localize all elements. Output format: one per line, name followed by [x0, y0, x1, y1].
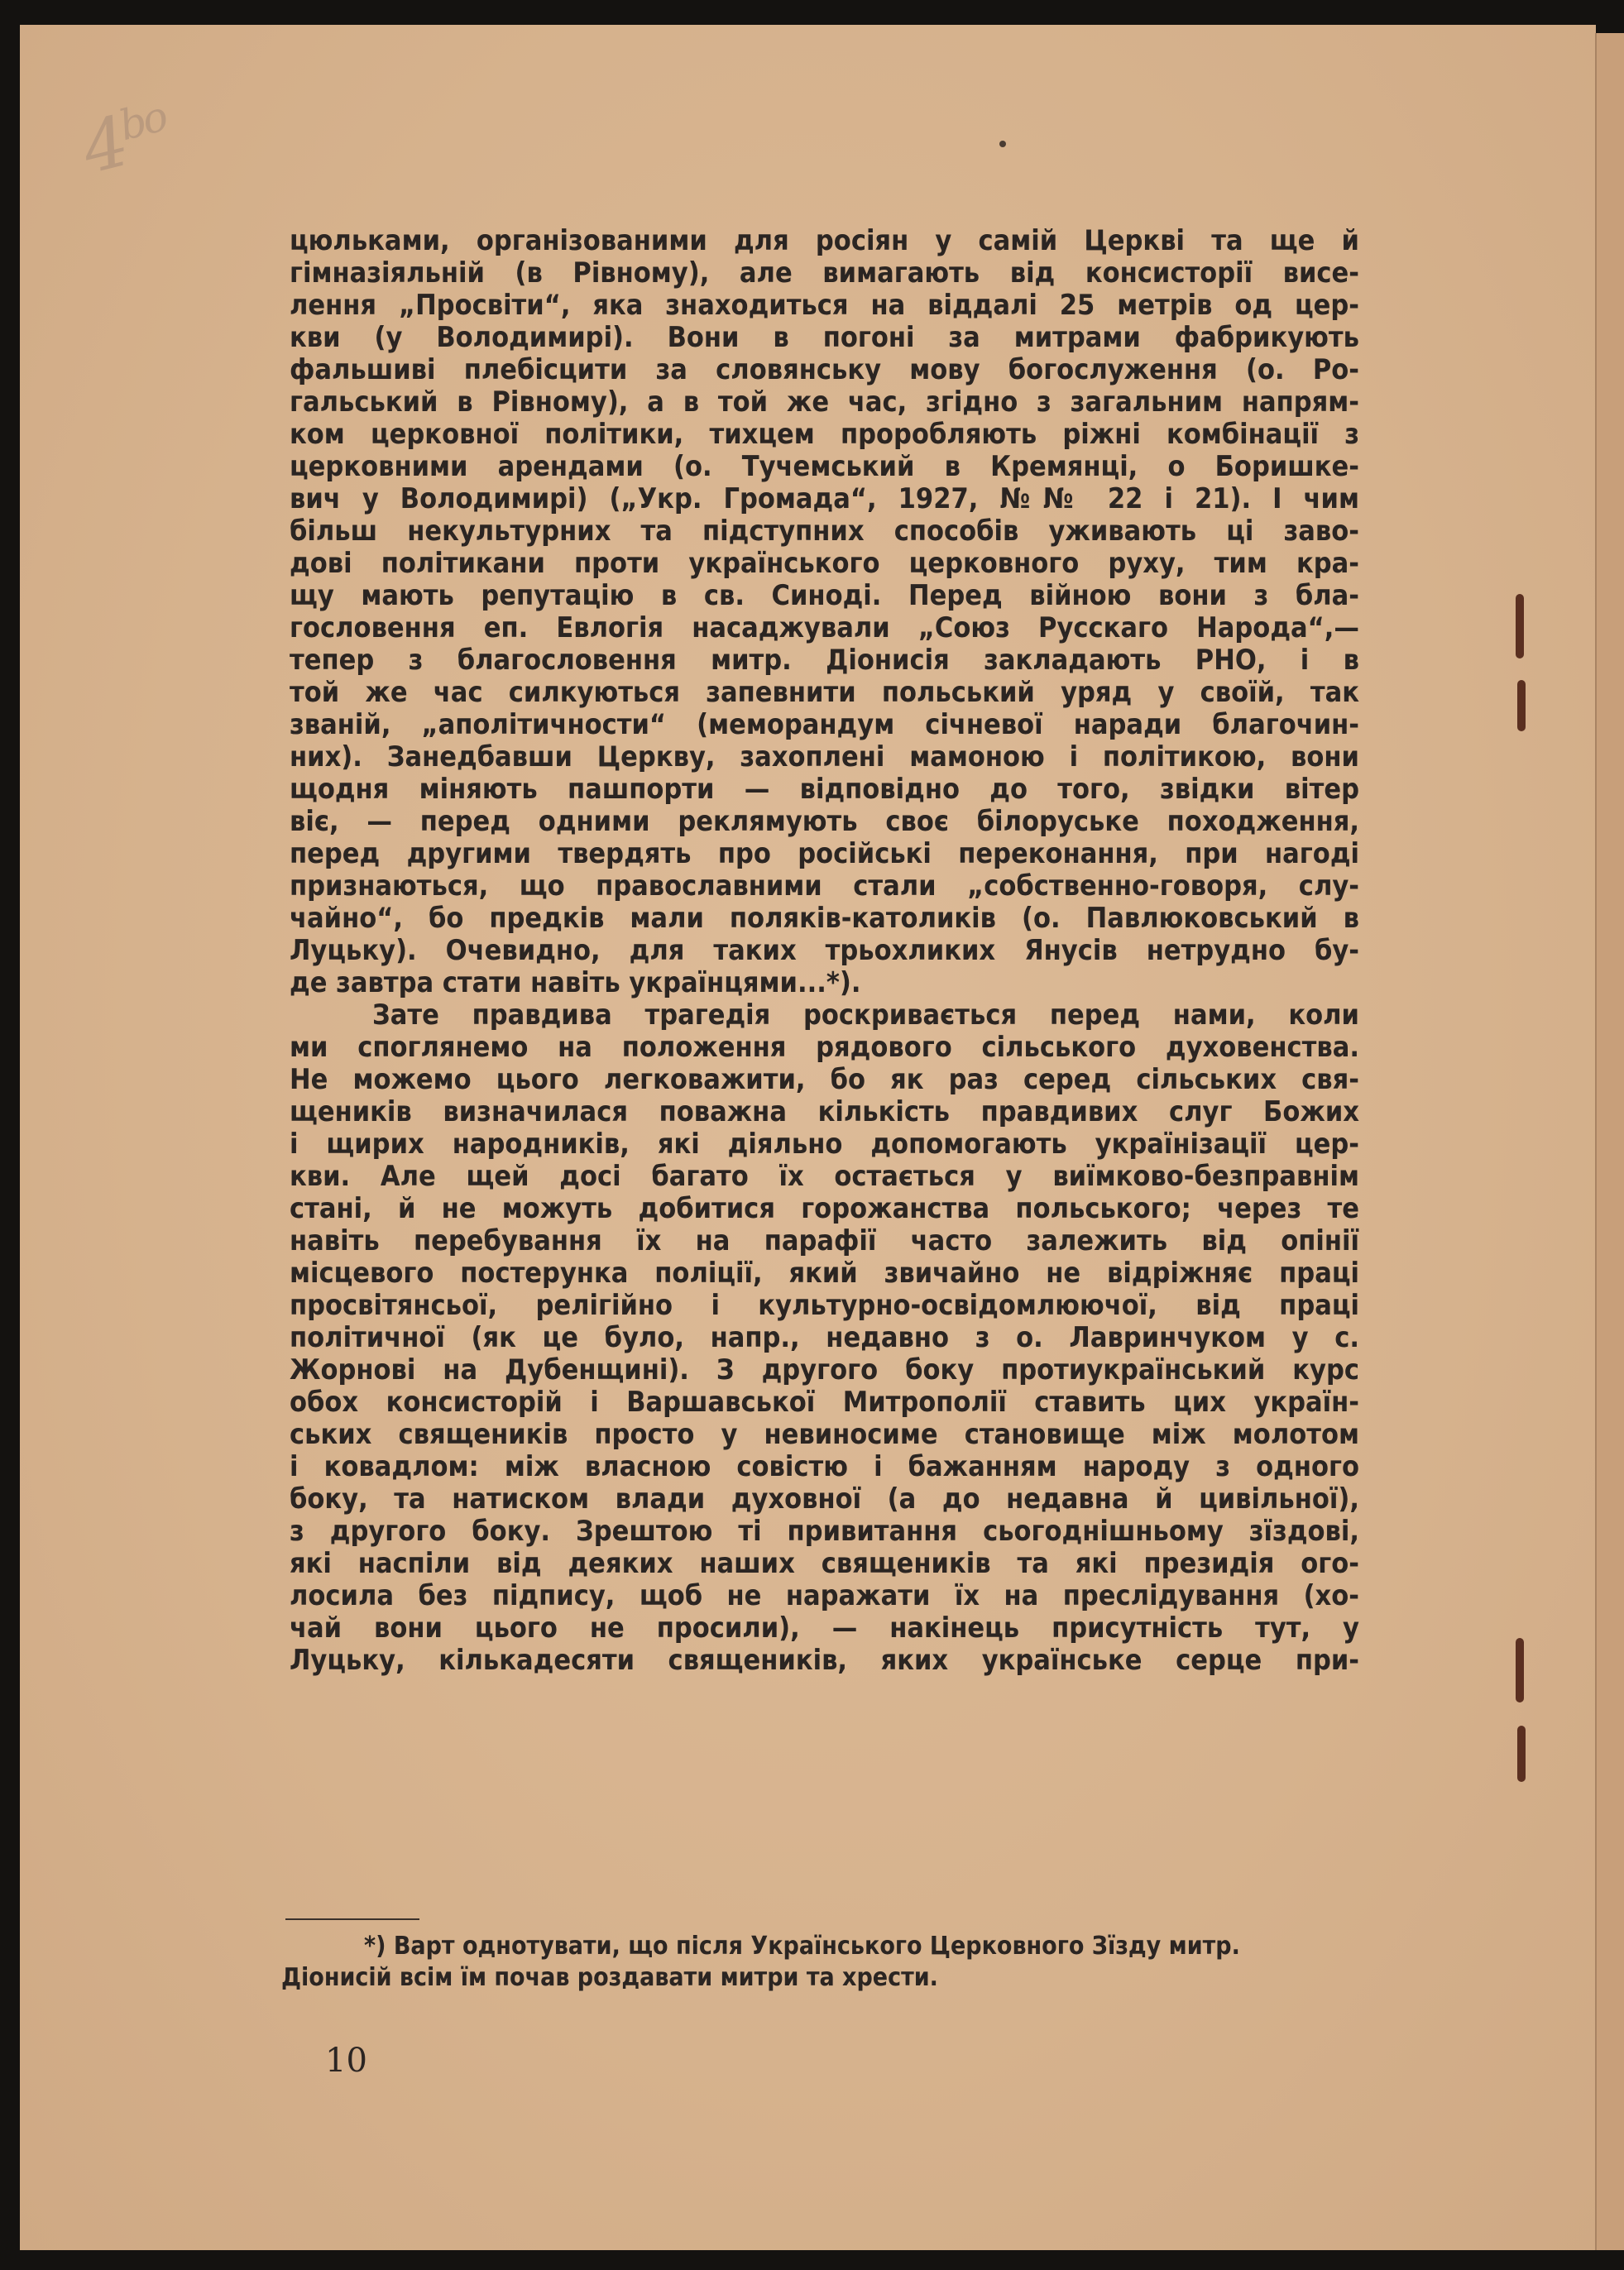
text-line: лення „Просвіти“, яка знаходиться на віддалі 25 метрів од цер-: [290, 289, 1359, 322]
text-line: і ковадлом: між власною совістю і бажанням народу з одного: [290, 1450, 1359, 1483]
text-line: які наспіли від деяких наших священиків та які президія ого-: [290, 1547, 1359, 1580]
paragraph-start-line: Зате правдива трагедія роскривається перед нами, коли: [372, 999, 1359, 1032]
text-line: обох консисторій і Варшавської Митрополії ставить цих україн-: [290, 1386, 1359, 1419]
text-line: ських священиків просто у невиносиме становище між молотом: [290, 1418, 1359, 1451]
text-line: Луцьку, кількадесяти священиків, яких українське серце при-: [290, 1644, 1359, 1677]
binding-thread-mark: [1516, 1638, 1524, 1702]
text-line: боку, та натиском влади духовної (а до недавна й цивільної),: [290, 1482, 1359, 1516]
footnote-line: Діонисій всім їм почав роздавати митри та хрести.: [281, 1963, 938, 1992]
footnote-rule: [285, 1918, 419, 1920]
text-line: чай вони цього не просили), — накінець присутність тут, у: [290, 1612, 1359, 1645]
text-line: гальський в Рівному), а в той же час, згідно з загальним напрям-: [290, 386, 1359, 419]
text-line: тепер з благословення митр. Діонисія закладають РНО, і в: [290, 644, 1359, 677]
text-line: Не можемо цього легковажити, бо як раз серед сільських свя-: [290, 1063, 1359, 1096]
text-line: віє, — перед одними реклямують своє білоруське походження,: [290, 805, 1359, 838]
footnote: [281, 1931, 1357, 1994]
text-line: де завтра стати навіть українцями...*).: [290, 966, 861, 999]
text-line: ком церковної політики, тихцем проробляють ріжні комбінації з: [290, 418, 1359, 451]
binding-thread-mark: [1516, 594, 1524, 658]
text-line: місцевого постерунка поліції, який звичайно не відріжняє праці: [290, 1257, 1359, 1290]
text-line: той же час силкуються запевнити польський уряд у своїй, так: [290, 676, 1359, 709]
text-line: признаються, що православними стали „собственно-говоря, слу-: [290, 869, 1359, 903]
ink-speck: [999, 141, 1006, 147]
text-line: лосила без підпису, щоб не наражати їх на преслідування (хо-: [290, 1579, 1359, 1612]
text-line: гімназіяльній (в Рівному), але вимагають від консисторії висе-: [290, 256, 1359, 290]
page-number: 10: [325, 2042, 367, 2080]
text-line: чайно“, бо предків мали поляків-католиків (о. Павлюковський в: [290, 902, 1359, 935]
footnote-line: *) Варт однотувати, що після Українського Церковного Зїзду митр.: [364, 1932, 1240, 1961]
text-line: просвітянсьої, релігійно і культурно-освідомлюючої, від праці: [290, 1289, 1359, 1322]
text-line: політичної (як це було, напр., недавно з о. Лавринчуком у с.: [290, 1321, 1359, 1354]
text-line: дові політикани проти українського церковного руху, тим кра-: [290, 547, 1359, 580]
text-line: них). Занедбавши Церкву, захоплені мамоною і політикою, вони: [290, 740, 1359, 773]
text-line: фальшиві плебісцити за словянську мову богослуження (о. Ро-: [290, 353, 1359, 386]
text-line: гословення еп. Евлогія насаджували „Союз Русскаго Народа“,—: [290, 611, 1359, 644]
text-line: Жорнові на Дубенщині). З другого боку протиукраїнський курс: [290, 1353, 1359, 1386]
text-line: навіть перебування їх на парафії часто залежить від опінії: [290, 1224, 1359, 1257]
text-line: званій, „аполітичности“ (меморандум січневої наради благочин-: [290, 708, 1359, 741]
body-text: [290, 225, 1359, 1677]
page-edge: [1595, 33, 1624, 2250]
text-line: більш некультурних та підступних способів уживають ці заво-: [290, 515, 1359, 548]
text-line: кви. Але щей досі багато їх остається у виїмково-безправнім: [290, 1160, 1359, 1193]
text-line: і щирих народників, які діяльно допомогають українізації цер-: [290, 1128, 1359, 1161]
text-line: з другого боку. Зрештою ті привитання сьогоднішньому зїздові,: [290, 1515, 1359, 1548]
text-line: цюльками, організованими для росіян у самій Церкві та ще й: [290, 224, 1359, 257]
text-line: щу мають репутацію в св. Синоді. Перед війною вони з бла-: [290, 579, 1359, 612]
text-line: щодня міняють пашпорти — відповідно до того, звідки вітер: [290, 773, 1359, 806]
binding-thread-mark: [1517, 680, 1526, 731]
margin-note-sup: bo: [114, 92, 170, 151]
text-line: кви (у Володимирі). Вони в погоні за митрами фабрикують: [290, 321, 1359, 354]
text-line: церковними арендами (о. Тучемський в Кремянці, о Боришке-: [290, 450, 1359, 483]
text-line: стані, й не можуть добитися горожанства польського; через те: [290, 1192, 1359, 1225]
text-line: Луцьку). Очевидно, для таких трьохликих Янусів нетрудно бу-: [290, 934, 1359, 967]
text-line: ми споглянемо на положення рядового сільського духовенства.: [290, 1031, 1359, 1064]
margin-note-number: 4: [74, 101, 134, 190]
binding-thread-mark: [1517, 1726, 1526, 1782]
text-line: перед другими твердять про російські переконання, при нагоді: [290, 837, 1359, 870]
text-line: вич у Володимирі) („Укр. Громада“, 1927, №№ 22 і 21). І чим: [290, 482, 1359, 515]
text-line: щеників визначилася поважна кількість правдивих слуг Божих: [290, 1095, 1359, 1128]
